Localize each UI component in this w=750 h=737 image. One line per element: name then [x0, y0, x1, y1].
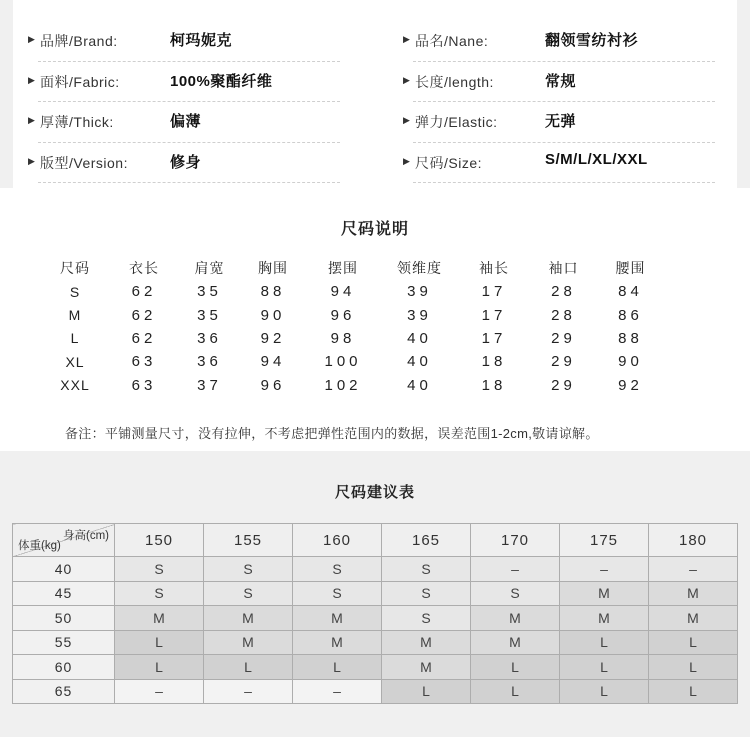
cell: 39 — [407, 306, 432, 324]
cell: 36 — [197, 329, 222, 347]
column-header: 尺码 — [60, 259, 90, 276]
height-column-header: 165 — [382, 524, 471, 557]
size-recommendation-cell: S — [204, 581, 293, 606]
bullet-arrow-icon: ▶ — [403, 34, 410, 44]
attribute-value: 偏薄 — [170, 113, 202, 130]
cell: 63 — [131, 376, 157, 394]
size-recommendation-cell: M — [293, 606, 382, 631]
cell: 18 — [481, 376, 507, 394]
cell: 96 — [260, 376, 286, 394]
attribute-value: 100%聚酯纤维 — [170, 72, 273, 90]
table-row — [40, 327, 664, 350]
size-recommendation-cell: M — [649, 606, 738, 631]
attribute-row — [30, 102, 340, 143]
attribute-value: 修身 — [170, 153, 202, 171]
attribute-value: 常规 — [545, 72, 577, 90]
size-recommendation-cell: – — [649, 557, 738, 582]
size-recommendation-cell: – — [560, 557, 649, 582]
spec-header-row — [40, 255, 664, 280]
cell: 102 — [324, 376, 362, 394]
size-recommendation-cell: L — [204, 655, 293, 680]
cell: 90 — [618, 353, 643, 371]
cell: 94 — [260, 353, 286, 371]
bullet-arrow-icon: ▶ — [28, 115, 35, 125]
cell: 40 — [407, 376, 432, 394]
attribute-value: 柯玛妮克 — [170, 32, 233, 49]
attribute-value: 翻领雪纺衬衫 — [545, 32, 639, 49]
bullet-arrow-icon: ▶ — [403, 74, 410, 85]
size-recommendation-cell: L — [649, 630, 738, 655]
cell: 29 — [551, 353, 576, 371]
column-header: 衣长 — [129, 259, 159, 276]
size-recommendation-cell: M — [204, 606, 293, 631]
cell: 18 — [481, 353, 507, 371]
weight-row-header: 45 — [13, 581, 115, 606]
cell: 63 — [131, 353, 157, 371]
size-recommendation-cell: M — [115, 606, 204, 631]
size-recommendation-cell: S — [115, 581, 204, 606]
column-header: 胸围 — [258, 259, 288, 276]
attribute-row — [405, 62, 715, 103]
height-column-header: 170 — [471, 524, 560, 557]
attribute-label: 厚薄/Thick: — [40, 114, 114, 130]
bullet-arrow-icon: ▶ — [403, 115, 410, 125]
size-recommendation-cell: M — [382, 630, 471, 655]
cell: 35 — [197, 283, 222, 301]
size-recommendation-cell: S — [382, 557, 471, 582]
size-recommendation-cell: L — [560, 655, 649, 680]
cell: 96 — [330, 306, 356, 324]
attribute-row — [30, 143, 340, 184]
column-header: 袖口 — [548, 259, 579, 276]
table-row — [13, 655, 738, 680]
size-recommendation-cell: M — [649, 581, 738, 606]
size-recommendation-cell: M — [471, 630, 560, 655]
column-header: 袖长 — [479, 259, 509, 276]
cell: 90 — [260, 306, 286, 324]
height-column-header: 160 — [293, 524, 382, 557]
table-row — [13, 557, 738, 582]
size-recommendation-cell: S — [382, 606, 471, 631]
size-recommendation-cell: – — [293, 679, 382, 704]
cell: L — [70, 330, 80, 347]
cell: 17 — [481, 329, 507, 347]
cell: 39 — [407, 283, 432, 301]
size-recommendation-cell: M — [293, 630, 382, 655]
size-recommendation-cell: S — [115, 557, 204, 582]
weight-row-header: 60 — [13, 655, 115, 680]
size-recommendation-cell: M — [560, 581, 649, 606]
weight-row-header: 55 — [13, 630, 115, 655]
height-column-header: 175 — [560, 524, 649, 557]
bullet-arrow-icon: ▶ — [28, 34, 35, 44]
column-header: 领维度 — [397, 259, 442, 276]
attribute-row — [405, 102, 715, 143]
size-recommendation-cell: M — [382, 655, 471, 680]
height-column-header: 180 — [649, 524, 738, 557]
size-recommendation-cell: L — [293, 655, 382, 680]
size-suggestion-table — [12, 523, 738, 704]
attribute-value: 无弹 — [545, 113, 577, 130]
size-recommendation-cell: – — [471, 557, 560, 582]
cell: 36 — [197, 353, 222, 371]
size-recommendation-cell: S — [204, 557, 293, 582]
size-recommendation-cell: L — [560, 630, 649, 655]
size-spec-note: 备注：平铺测量尺寸，没有拉伸，不考虑把弹性范围内的数据，误差范围1-2cm,敬请谅解。 — [65, 426, 599, 441]
cell: 40 — [407, 353, 432, 371]
size-recommendation-cell: L — [382, 679, 471, 704]
size-recommendation-cell: – — [115, 679, 204, 704]
size-spec-title: 尺码说明 — [340, 221, 409, 238]
cell: 88 — [618, 329, 643, 347]
size-spec-table — [40, 255, 664, 397]
size-recommendation-cell: L — [115, 655, 204, 680]
table-row — [13, 679, 738, 704]
attribute-label: 面料/Fabric: — [40, 73, 120, 90]
size-recommendation-cell: L — [560, 679, 649, 704]
table-row — [40, 374, 664, 397]
corner-header-cell — [13, 524, 115, 557]
table-row — [13, 630, 738, 655]
cell: 37 — [197, 376, 222, 394]
cell: 88 — [260, 283, 286, 301]
size-recommendation-cell: – — [204, 679, 293, 704]
weight-row-header: 50 — [13, 606, 115, 631]
height-column-header: 155 — [204, 524, 293, 557]
attribute-value: S/M/L/XL/XXL — [545, 150, 648, 168]
bullet-arrow-icon: ▶ — [28, 155, 35, 166]
size-recommendation-cell: S — [382, 581, 471, 606]
attribute-row — [30, 21, 340, 62]
cell: 29 — [551, 329, 576, 347]
cell: 40 — [407, 329, 432, 347]
attributes-right-column — [405, 21, 715, 183]
weight-row-header: 65 — [13, 679, 115, 704]
corner-weight-label: 体重(kg) — [18, 540, 61, 552]
height-column-header: 150 — [115, 524, 204, 557]
attribute-row — [405, 21, 715, 62]
cell: 29 — [551, 376, 576, 394]
bullet-arrow-icon: ▶ — [403, 155, 410, 166]
cell: 62 — [131, 329, 157, 347]
cell: 28 — [551, 283, 576, 301]
size-recommendation-cell: M — [204, 630, 293, 655]
attribute-row — [405, 143, 715, 184]
attribute-label: 尺码/Size: — [415, 154, 483, 171]
cell: M — [68, 307, 82, 324]
table-row — [40, 280, 664, 303]
attribute-label: 长度/length: — [415, 73, 494, 90]
attribute-label: 版型/Version: — [40, 154, 128, 171]
size-recommendation-cell: L — [649, 679, 738, 704]
size-recommendation-cell: L — [471, 679, 560, 704]
size-recommendation-cell: L — [471, 655, 560, 680]
size-recommendation-cell: S — [471, 581, 560, 606]
attribute-label: 弹力/Elastic: — [415, 114, 498, 130]
size-suggestion-table-body — [13, 524, 738, 704]
column-header: 摆围 — [328, 259, 358, 276]
size-recommendation-cell: S — [293, 557, 382, 582]
column-header: 肩宽 — [194, 259, 225, 276]
cell: 94 — [330, 283, 356, 301]
size-recommendation-cell: M — [471, 606, 560, 631]
size-recommendation-cell: L — [115, 630, 204, 655]
cell: 17 — [481, 306, 507, 324]
suggestion-header-row — [13, 524, 738, 557]
size-recommendation-cell: M — [560, 606, 649, 631]
column-header: 腰围 — [615, 259, 646, 276]
table-row — [40, 303, 664, 326]
attribute-label: 品牌/Brand: — [40, 33, 118, 49]
corner-height-label: 身高(cm) — [63, 530, 109, 542]
table-row — [40, 350, 664, 373]
cell: 92 — [260, 329, 286, 347]
cell: 92 — [618, 376, 643, 394]
cell: 86 — [618, 306, 643, 324]
table-row — [13, 581, 738, 606]
cell: XXL — [60, 377, 90, 394]
cell: 62 — [131, 306, 157, 324]
cell: 98 — [330, 329, 356, 347]
cell: S — [69, 283, 81, 300]
table-row — [13, 606, 738, 631]
size-recommendation-cell: L — [649, 655, 738, 680]
size-suggestion-title: 尺码建议表 — [334, 484, 415, 501]
cell: XL — [65, 353, 85, 370]
cell: 100 — [324, 353, 362, 371]
cell: 35 — [197, 306, 222, 324]
cell: 62 — [131, 283, 157, 301]
cell: 17 — [481, 283, 507, 301]
cell: 84 — [618, 283, 643, 301]
attribute-row — [30, 62, 340, 103]
size-recommendation-cell: S — [293, 581, 382, 606]
bullet-arrow-icon: ▶ — [28, 74, 35, 85]
weight-row-header: 40 — [13, 557, 115, 582]
attributes-left-column — [30, 21, 340, 183]
attribute-label: 品名/Nane: — [415, 33, 489, 49]
cell: 28 — [551, 306, 576, 324]
